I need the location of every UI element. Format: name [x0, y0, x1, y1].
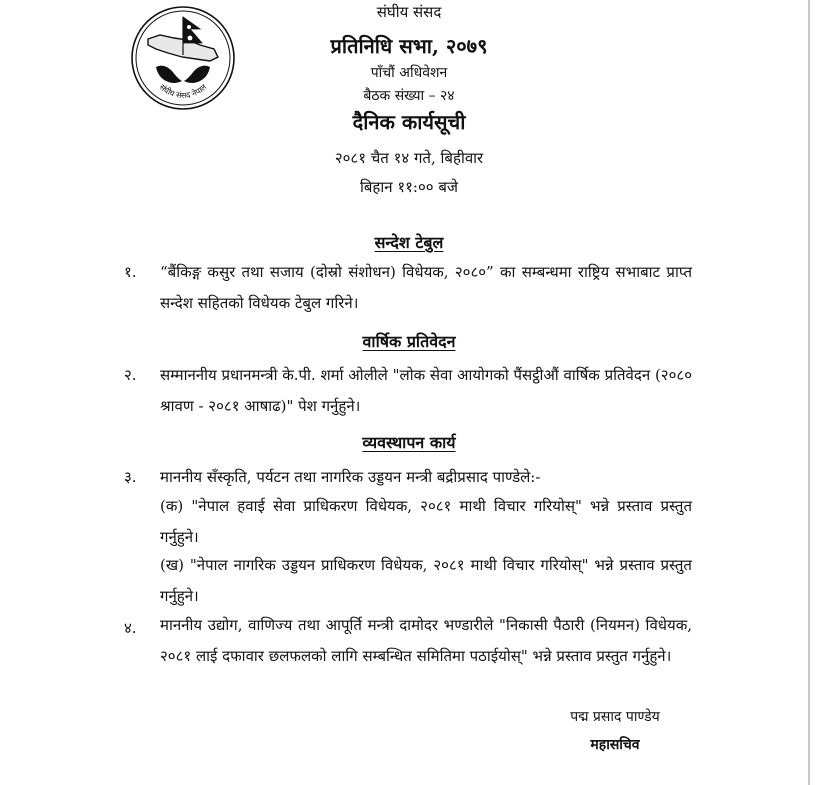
sub-item-kha: (ख) "नेपाल नागरिक उड्डयन प्राधिकरण विधेयक, २०८१ माथी विचार गरियोस्" भन्ने प्रस्ताव प्रस्तुत गर्नुहुने।: [160, 556, 692, 605]
section-heading-annual-report: वार्षिक प्रतिवेदन: [362, 332, 456, 351]
item-number: १.: [124, 263, 137, 281]
item-number: ३.: [124, 468, 137, 486]
signatory-name: पद्म प्रसाद पाण्डेय: [570, 709, 660, 725]
item-number: २.: [124, 366, 137, 384]
document-title: दैनिक कार्यसूची: [352, 110, 466, 134]
agenda-item-text: “बैंकिङ्ग कसुर तथा सजाय (दोस्रो संशोधन) विधेयक, २०८०” का सम्बन्धमा राष्ट्रिय सभाबाट प्राप्त सन्देश सहितको विधेयक टेबुल गरिने।: [160, 263, 692, 312]
seal-text: संघीय संसद नेपाल: [157, 82, 209, 101]
session-label: पाँचौं अधिवेशन: [370, 65, 448, 81]
org-name: संघीय संसद: [376, 3, 442, 21]
sub-item-ka: (क) "नेपाल हवाई सेवा प्राधिकरण विधेयक, २०८१ माथी विचार गरियोस्" भन्ने प्रस्ताव प्रस्तुत गर्नुहुने।: [160, 497, 692, 546]
agenda-item-text: माननीय सँस्कृति, पर्यटन तथा नागरिक उड्डयन मन्त्री बद्रीप्रसाद पाण्डेले:-: [160, 468, 541, 486]
item-number: ४.: [124, 619, 137, 637]
agenda-item-text: माननीय उद्योग, वाणिज्य तथा आपूर्ति मन्त्री दामोदर भण्डारीले "निकासी पैठारी (नियमन) विधेयक, २०८१ लाई दफावार छलफलको लागि सम्बन्धित समितिमा पठाईयोस्" भन्ने प्रस्ताव प्रस्तुत गर्नुहुने।: [160, 616, 692, 665]
page-edge-divider: [808, 0, 810, 785]
agenda-date: २०८१ चैत १४ गते, बिहीवार: [334, 149, 484, 167]
section-heading-legislative-business: व्यवस्थापन कार्य: [362, 433, 456, 452]
meeting-number: बैठक संख्या – २४: [363, 88, 455, 104]
signatory-title: महासचिव: [590, 737, 640, 753]
section-heading-message-table: सन्देश टेबुल: [374, 233, 444, 252]
agenda-time: बिहान ११:०० बजे: [359, 178, 459, 196]
house-title: प्रतिनिधि सभा, २०७९: [330, 34, 488, 58]
agenda-item-text: सम्माननीय प्रधानमन्त्री के.पी. शर्मा ओलीले "लोक सेवा आयोगको पैंसट्ठीऔं वार्षिक प्रतिवेदन (२०८० श्रावण - २०८१ आषाढ)" पेश गर्नुहुने।: [160, 366, 692, 415]
